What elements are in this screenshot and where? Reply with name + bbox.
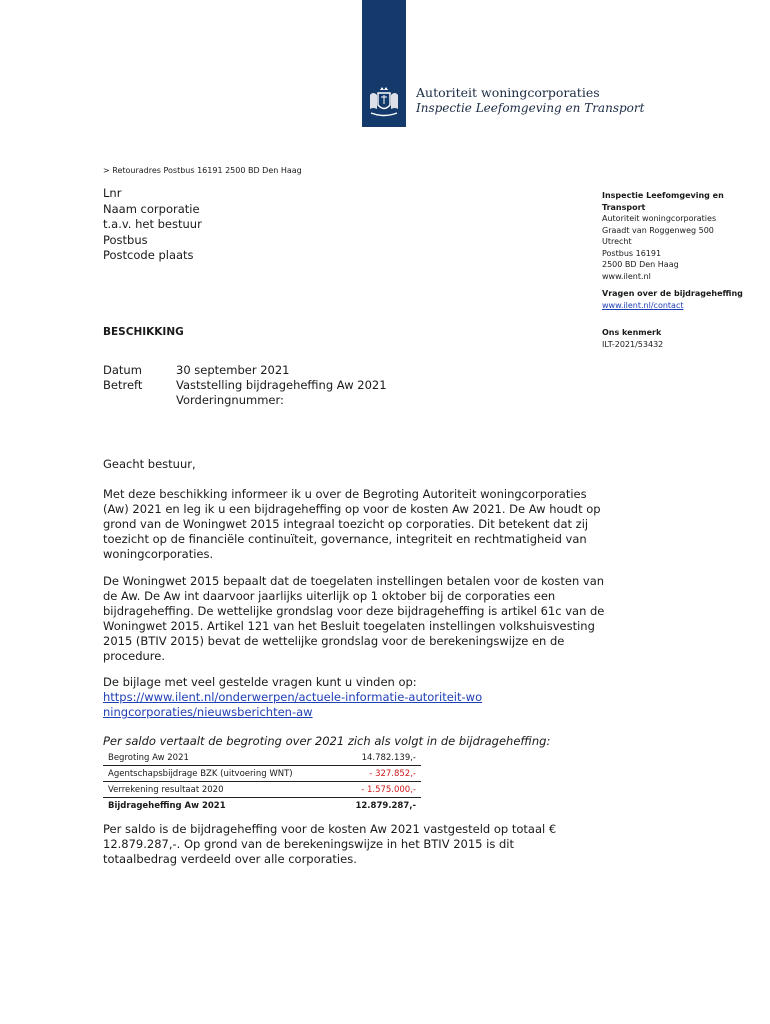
- salutation: Geacht bestuur,: [103, 457, 196, 471]
- date-value: 30 september 2021: [176, 363, 290, 377]
- row-label: Begroting Aw 2021: [103, 750, 336, 766]
- sidebar-address-line: Utrecht: [602, 237, 632, 246]
- table-row: [103, 766, 421, 782]
- total-value: 12.879.287,-: [336, 798, 421, 814]
- row-label: Verrekening resultaat 2020: [103, 782, 336, 798]
- subject-extra: Vorderingnummer:: [176, 393, 284, 407]
- org-name: Autoriteit woningcorporaties: [416, 85, 600, 100]
- row-label: Agentschapsbijdrage BZK (uitvoering WNT): [103, 766, 336, 782]
- table-caption: Per saldo vertaalt de begroting over 2021 zich als volgt in de bijdrageheffing:: [103, 734, 551, 748]
- document-meta: [103, 363, 387, 408]
- row-value: 14.782.139,-: [336, 750, 421, 766]
- faq-link[interactable]: https://www.ilent.nl/onderwerpen/actuele-informatie-autoriteit-woningcorporaties/nieuwsberichten-aw: [103, 690, 483, 719]
- return-address: > Retouradres Postbus 16191 2500 BD Den Haag: [103, 166, 302, 175]
- paragraph-3-intro: De bijlage met veel gestelde vragen kunt u vinden op:: [103, 675, 417, 689]
- paragraph-3-block: [103, 675, 608, 720]
- sender-sidebar: [602, 190, 752, 350]
- total-row: [103, 798, 421, 814]
- sidebar-org-heading: Inspectie Leefomgeving en Transport: [602, 191, 724, 212]
- row-value: - 1.575.000,-: [336, 782, 421, 798]
- closing-paragraph: Per saldo is de bijdrageheffing voor de kosten Aw 2021 vastgesteld op totaal € 12.879.287,-. Op grond van de berekeningswijze in het BTIV 2015 is dit totaalbedrag verdeeld over alle corporaties.: [103, 822, 557, 866]
- table-row: [103, 750, 421, 766]
- recipient-line: Postbus: [103, 232, 148, 247]
- row-value: - 327.852,-: [336, 766, 421, 782]
- total-label: Bijdrageheffing Aw 2021: [103, 798, 336, 814]
- table-row: [103, 782, 421, 798]
- recipient-line: Naam corporatie: [103, 201, 200, 216]
- paragraph-1-block: [103, 487, 608, 562]
- recipient-line: t.a.v. het bestuur: [103, 217, 202, 231]
- coat-of-arms-icon: [365, 85, 403, 119]
- recipient-line: Lnr: [103, 186, 122, 200]
- sidebar-address-line: Postbus 16191: [602, 248, 662, 258]
- date-label: Datum: [103, 363, 142, 377]
- paragraph-2: De Woningwet 2015 bepaalt dat de toegelaten instellingen betalen voor de kosten van de Aw. De Aw int daarvoor jaarlijks uiterlijk op 1 oktober bij de corporaties een bijdrageheffing. De wettelijke grondslag voor deze bijdrageheffing is artikel 61c van de Woningwet 2015. Artikel 121 van het Besluit toegelaten instellingen volkshuisvesting 2015 (BTIV 2015) bevat de wettelijke grondslag voor de berekeningswijze en de procedure.: [103, 574, 605, 663]
- sidebar-address-line: Graadt van Roggenweg 500: [602, 225, 714, 235]
- org-subtitle: Inspectie Leefomgeving en Transport: [416, 101, 645, 115]
- subject-label: Betreft: [103, 378, 143, 392]
- sidebar-address-line: www.ilent.nl: [602, 271, 651, 281]
- paragraph-2-block: [103, 574, 608, 664]
- recipient-address: [103, 186, 202, 264]
- sidebar-reference-label: Ons kenmerk: [602, 328, 662, 337]
- sidebar-address-line: 2500 BD Den Haag: [602, 260, 679, 269]
- recipient-line: Postcode plaats: [103, 248, 194, 262]
- fee-table: [103, 750, 421, 813]
- document-title: BESCHIKKING: [103, 326, 184, 338]
- paragraph-1: Met deze beschikking informeer ik u over de Begroting Autoriteit woningcorporaties (Aw) 2021 en leg ik u een bijdrageheffing op voor de kosten Aw 2021. De Aw houdt op grond van de Woningwet 2015 integraal toezicht op corporaties. Dit betekent dat zij toezicht op de financiële continuïteit, governance, integriteit en rechtmatigheid van woningcorporaties.: [103, 487, 601, 561]
- sidebar-reference-value: ILT-2021/53432: [602, 339, 664, 349]
- sidebar-contact-heading: Vragen over de bijdrageheffing: [602, 289, 743, 298]
- sidebar-contact-link[interactable]: www.ilent.nl/contact: [602, 300, 684, 310]
- closing-block: [103, 822, 558, 867]
- sidebar-address-line: Autoriteit woningcorporaties: [602, 214, 717, 223]
- subject-value: Vaststelling bijdrageheffing Aw 2021: [176, 378, 387, 392]
